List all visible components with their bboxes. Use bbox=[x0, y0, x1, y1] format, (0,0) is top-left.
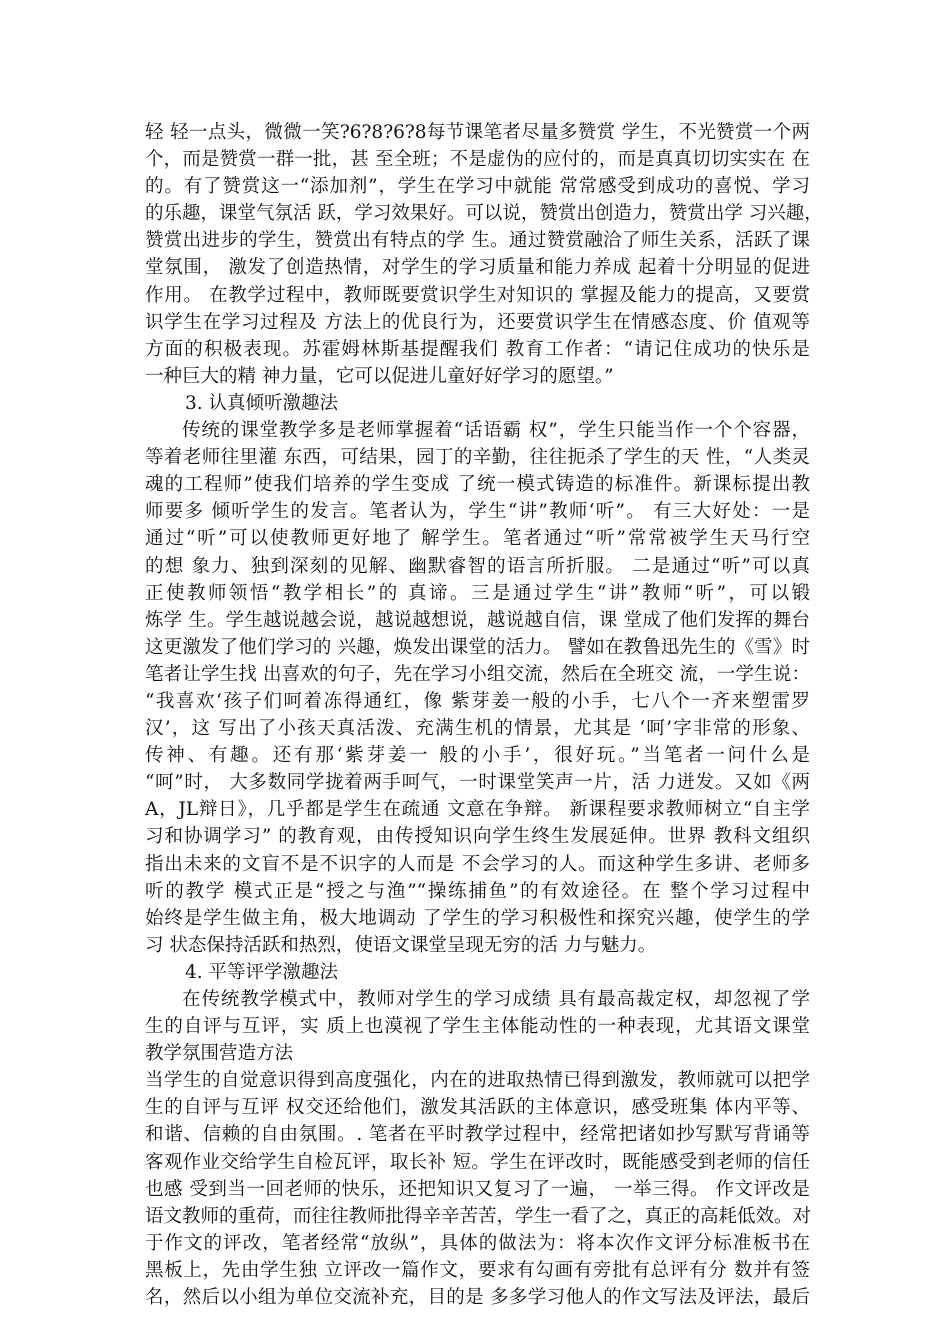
text-line: 识学生在学习过程及 方法上的优良行为，还要赏识学生在情感态度、价 值观等 bbox=[145, 311, 810, 333]
text-line: A，JL辩日》，几乎都是学生在疏通 文意在争辩。 新课程要求教师树立“自主学 bbox=[145, 799, 810, 821]
text-line: “我喜欢‘孩子们呵着冻得通红，像 紫芽姜一般的小手，七八个一齐来塑雷罗 bbox=[145, 690, 810, 712]
document-body bbox=[145, 119, 823, 1311]
text-line: 方面的积极表现。苏霍姆林斯基提醒我们 教育工作者：“请记住成功的快乐是 bbox=[145, 338, 810, 360]
text-line: 传统的课堂教学多是老师掌握着“话语霸 权”，学生只能当作一个个容器， bbox=[182, 420, 810, 442]
text-line: 汉’，这 写出了小孩天真活泼、充满生机的情景，尤其是 ‘呵’字非常的形象、 bbox=[145, 718, 810, 740]
text-line: 生的自评与互评，实 质上也漠视了学生主体能动性的一种表现，尤其语文课堂 bbox=[145, 1016, 810, 1038]
text-line: 生的自评与互评 权交还给他们，激发其活跃的主体意识，感受班集 体内平等、 bbox=[145, 1097, 810, 1119]
text-line: 的乐趣，课堂气氛活 跃，学习效果好。可以说，赞赏出创造力，赞赏出学 习兴趣， bbox=[145, 203, 823, 225]
text-line: 名，然后以小组为单位交流补充，目的是 多多学习他人的作文写法及评法，最后 bbox=[145, 1287, 810, 1309]
text-line: 正使教师领悟“教学相长”的 真谛。三是通过学生“讲”教师“听”，可以锻 bbox=[145, 582, 810, 604]
text-line: 个，而是赞赏一群一批，甚 至全班；不是虚伪的应付的，而是真真切切实实在 在 bbox=[145, 149, 810, 171]
text-line: 炼学 生。学生越说越会说，越说越想说，越说越自信，课 堂成了他们发挥的舞台 bbox=[145, 609, 810, 631]
text-line: 的想 象力、独到深刻的见解、幽默睿智的语言所折服。 二是通过“听”可以真 bbox=[145, 555, 810, 577]
text-line: 在传统教学模式中，教师对学生的学习成绩 具有最高裁定权，却忽视了学 bbox=[182, 989, 810, 1010]
section-heading: 4. 平等评学激趣法 bbox=[185, 961, 339, 983]
text-line: 师要多 倾听学生的发言。笔者认为，学生“讲”教师‘听”。 有三大好处：一是 bbox=[145, 501, 810, 523]
text-line: 始终是学生做主角，极大地调动 了学生的学习积极性和探究兴趣，使学生的学 bbox=[145, 907, 810, 929]
text-line: 于作文的评改，笔者经常“放纵”，具体的做法为：将本次作文评分标准板书在 bbox=[145, 1232, 810, 1254]
text-line: 教学氛围营造方法 bbox=[145, 1043, 294, 1065]
text-line: 听的教学 模式正是“授之与渔”“操练捕鱼”的有效途径。在 整个学习过程中 bbox=[145, 880, 810, 902]
text-line: 作用。 在教学过程中，教师既要赏识学生对知识的 掌握及能力的提高，又要赏 bbox=[145, 284, 810, 306]
text-line: 指出未来的文盲不是不识字的人而是 不会学习的人。而这种学生多讲、老师多 bbox=[145, 853, 810, 875]
text-line: 客观作业交给学生自检瓦评，取长补 短。学生在评改时，既能感受到老师的信任 bbox=[145, 1151, 810, 1173]
section-heading: 3. 认真倾听激趣法 bbox=[185, 392, 339, 414]
text-line: 轻 轻一点头，微微一笑?6?8?6?8每节课笔者尽量多赞赏 学生，不光赞赏一个两 bbox=[145, 122, 810, 143]
text-line: 习 状态保持活跃和热烈，使语文课堂呈现无穷的活 力与魅力。 bbox=[145, 934, 657, 956]
text-line: 赞赏出进步的学生，赞赏出有特点的学 生。通过赞赏融洽了师生关系，活跃了课 bbox=[145, 230, 810, 252]
text-line: 习和协调学习” 的教育观，由传授知识向学生终生发展延伸。世界 教科文组织 bbox=[145, 826, 810, 848]
text-line: 传神、有趣。还有那‘紫芽姜一 般的小手’，很好玩。”当笔者一问什么是 bbox=[145, 745, 810, 767]
text-line: 当学生的自觉意识得到高度强化，内在的进取热情已得到激发，教师就可以把学 bbox=[145, 1070, 810, 1092]
text-line: 黑板上，先由学生独 立评改一篇作文，要求有勾画有旁批有总评有分 数并有签 bbox=[145, 1259, 810, 1281]
text-line: 笔者让学生找 出喜欢的句子，先在学习小组交流，然后在全班交 流，一学生说： bbox=[145, 663, 810, 685]
text-line: 语文教师的重荷，而往往教师批得辛辛苦苦，学生一看了之，真正的高耗低效。对 bbox=[145, 1205, 812, 1227]
text-line: 的。有了赞赏这一“添加剂”，学生在学习中就能 常常感受到成功的喜悦、学习 bbox=[145, 176, 810, 198]
text-line: 通过“听”可以使教师更好地了 解学生。笔者通过“听”常常被学生天马行空 bbox=[145, 528, 810, 550]
text-line: 堂氛围， 激发了创造热情，对学生的学习质量和能力养成 起着十分明显的促进 bbox=[145, 257, 810, 279]
text-line: 一种巨大的精 神力量，它可以促进儿童好好学习的愿望。” bbox=[145, 365, 614, 387]
text-line: 也感 受到当一回老师的快乐，还把知识又复习了一遍， 一举三得。 作文评改是 bbox=[145, 1178, 810, 1200]
text-line: 魂的工程师”使我们培养的学生变成 了统一模式铸造的标准件。新课标提出教 bbox=[145, 474, 810, 496]
text-line: 等着老师往里灌 东西，可结果，园丁的辛勤，往往扼杀了学生的天 性，“人类灵 bbox=[145, 447, 810, 469]
text-line: 这更激发了他们学习的 兴趣，焕发出课堂的活力。 譬如在教鲁迅先生的《雪》时 bbox=[145, 636, 810, 658]
text-line: 和谐、信赖的自由氛围。. 笔者在平时教学过程中，经常把诸如抄写默写背诵等 bbox=[145, 1124, 810, 1146]
text-line: “呵”时， 大多数同学拢着两手呵气，一时课堂笑声一片，活 力迸发。又如《两 bbox=[145, 772, 810, 794]
